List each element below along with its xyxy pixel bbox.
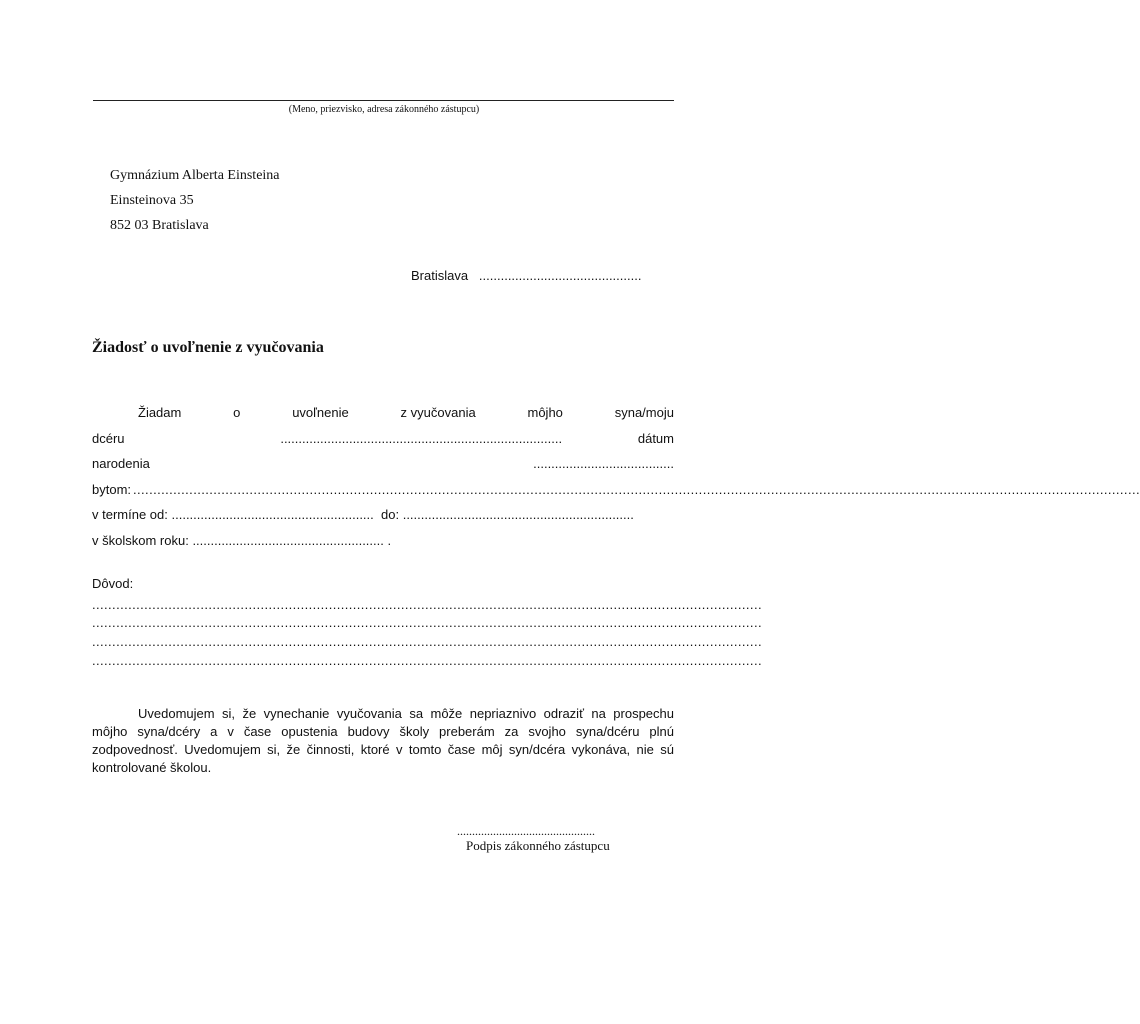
date-field-dots: .............................................: [478, 268, 642, 283]
term-from-dots: ........................................................: [171, 507, 374, 522]
request-row-1: [92, 405, 674, 420]
request-word: o: [233, 405, 241, 420]
place-date-line: [411, 268, 641, 283]
request-row-5: [92, 507, 674, 522]
request-row-3: [92, 456, 674, 471]
reason-line: .......................................................................................................................................................................: [92, 597, 762, 612]
guardian-info-caption: (Meno, priezvisko, adresa zákonného zástupcu): [288, 104, 480, 115]
residence-dots: [133, 482, 1140, 497]
school-street: Einsteinova 35: [110, 193, 194, 208]
request-word: uvoľnenie: [292, 405, 349, 420]
reason-line: .......................................................................................................................................................................: [92, 615, 762, 630]
request-word: syna/moju: [614, 405, 674, 420]
daughter-label: dcéru: [92, 431, 125, 446]
request-word: z vyučovania: [400, 405, 476, 420]
request-word: môjho: [527, 405, 563, 420]
signature-dots: ..............................................: [457, 824, 595, 838]
school-year-dots: ..................................................... .: [192, 533, 392, 548]
child-name-dots: ..............................................................................: [280, 431, 563, 446]
acknowledgement-paragraph: Uvedomujem si, že vynechanie vyučovania sa môže nepriaznivo odraziť na prospechu môjho syna/dcéry a v čase opustenia budovy školy preberám za svojho syna/dcéru plnú zodpovednosť. Uvedomujem si, že činnosti, ktoré v tomto čase môj syn/dcéra vykonáva, nie sú kontrolované školou.: [92, 706, 674, 775]
request-word: Žiadam: [138, 405, 182, 420]
birth-date-dots: .......................................: [533, 456, 674, 471]
place-city: Bratislava: [411, 268, 469, 283]
date-label: dátum: [637, 431, 674, 446]
school-name: Gymnázium Alberta Einsteina: [110, 168, 280, 183]
request-row-6: [92, 533, 674, 548]
term-to-label: do:: [381, 507, 400, 522]
birth-label: narodenia: [92, 456, 150, 471]
term-to-dots: ................................................................: [402, 507, 634, 522]
term-from-label: v termíne od:: [92, 507, 168, 522]
guardian-info-line: [93, 100, 674, 101]
request-row-2: [92, 431, 674, 446]
signature-label: Podpis zákonného zástupcu: [466, 838, 610, 853]
request-row-4: [92, 482, 674, 497]
reason-line: .......................................................................................................................................................................: [92, 653, 762, 668]
reason-line: .......................................................................................................................................................................: [92, 634, 762, 649]
reason-label: Dôvod:: [92, 576, 134, 591]
school-city: 852 03 Bratislava: [110, 218, 209, 233]
school-year-label: v školskom roku:: [92, 533, 189, 548]
residence-label: bytom:: [92, 482, 132, 497]
document-title: Žiadosť o uvoľnenie z vyučovania: [92, 339, 324, 356]
